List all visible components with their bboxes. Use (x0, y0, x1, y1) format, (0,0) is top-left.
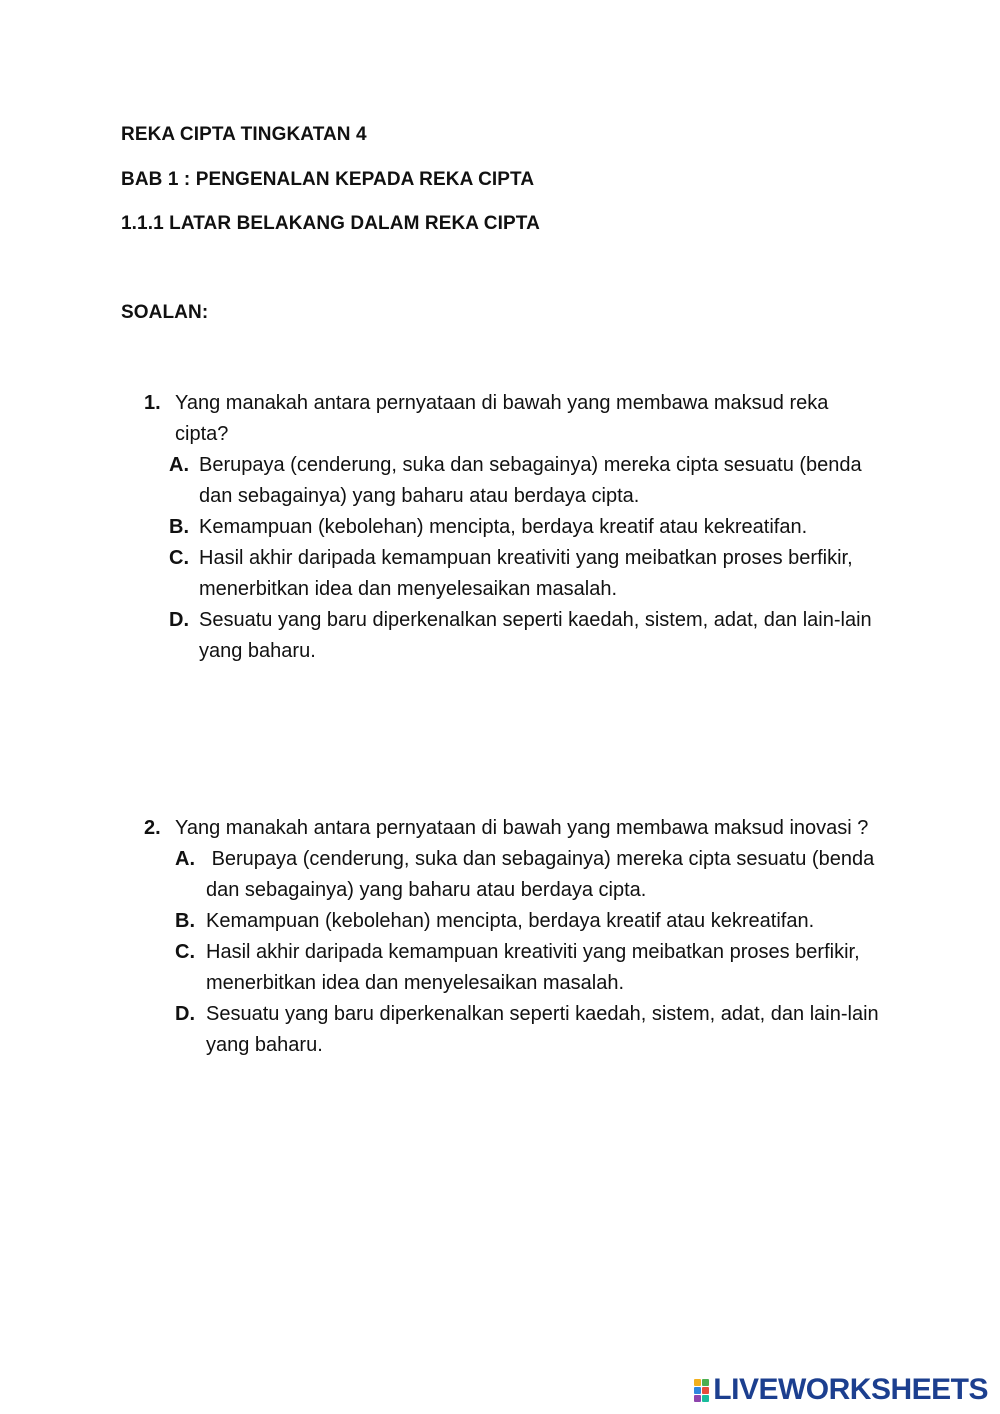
option-letter: B. (169, 516, 189, 538)
logo-square (702, 1379, 709, 1386)
logo-square (694, 1387, 701, 1394)
option-text: Berupaya (cenderung, suka dan sebagainya) mereka cipta sesuatu (benda dan sebagainya) yang baharu atau berdaya cipta. (206, 848, 880, 901)
question-number: 2. (144, 817, 161, 839)
option-text: Sesuatu yang baru diperkenalkan seperti kaedah, sistem, adat, dan lain-lain yang baharu. (206, 1003, 879, 1056)
chapter-heading: BAB 1 : PENGENALAN KEPADA REKA CIPTA (121, 169, 535, 190)
logo-square (702, 1395, 709, 1402)
option-c[interactable] (175, 937, 884, 999)
option-letter: A. (169, 454, 189, 476)
question-text: Yang manakah antara pernyataan di bawah yang membawa maksud inovasi ? (175, 817, 869, 839)
question-number: 1. (144, 392, 161, 414)
option-text: Kemampuan (kebolehan) mencipta, berdaya kreatif atau kekreatifan. (199, 516, 808, 538)
logo-square (694, 1379, 701, 1386)
option-letter: A. (175, 848, 195, 870)
option-text: Kemampuan (kebolehan) mencipta, berdaya kreatif atau kekreatifan. (206, 910, 815, 932)
option-letter: D. (175, 1003, 195, 1025)
option-letter: D. (169, 609, 189, 631)
option-text: Sesuatu yang baru diperkenalkan seperti kaedah, sistem, adat, dan lain-lain yang baharu. (199, 609, 872, 662)
questions-label: SOALAN: (121, 302, 209, 323)
option-a[interactable] (169, 450, 884, 512)
option-text: Hasil akhir daripada kemampuan kreativiti yang meibatkan proses berfikir, menerbitkan idea dan menyelesaikan masalah. (199, 547, 853, 600)
logo-square (702, 1387, 709, 1394)
option-letter: B. (175, 910, 195, 932)
section-heading: 1.1.1 LATAR BELAKANG DALAM REKA CIPTA (121, 213, 540, 234)
question-1 (144, 388, 884, 667)
option-c[interactable] (169, 543, 884, 605)
option-letter: C. (175, 941, 195, 963)
question-text: Yang manakah antara pernyataan di bawah yang membawa maksud reka cipta? (175, 392, 829, 445)
option-d[interactable] (175, 999, 884, 1061)
question-2 (144, 813, 884, 1061)
option-letter: C. (169, 547, 189, 569)
option-text: Berupaya (cenderung, suka dan sebagainya) mereka cipta sesuatu (benda dan sebagainya) yang baharu atau berdaya cipta. (199, 454, 862, 507)
option-d[interactable] (169, 605, 884, 667)
document-title: REKA CIPTA TINGKATAN 4 (121, 124, 367, 145)
option-text: Hasil akhir daripada kemampuan kreativiti yang meibatkan proses berfikir, menerbitkan idea dan menyelesaikan masalah. (206, 941, 860, 994)
option-a[interactable] (175, 844, 884, 906)
liveworksheets-logo-icon (694, 1379, 709, 1402)
brand-name: LIVEWORKSHEETS (713, 1373, 988, 1406)
option-b[interactable] (169, 512, 884, 543)
logo-square (694, 1395, 701, 1402)
liveworksheets-branding (694, 1372, 988, 1408)
option-b[interactable] (175, 906, 884, 937)
